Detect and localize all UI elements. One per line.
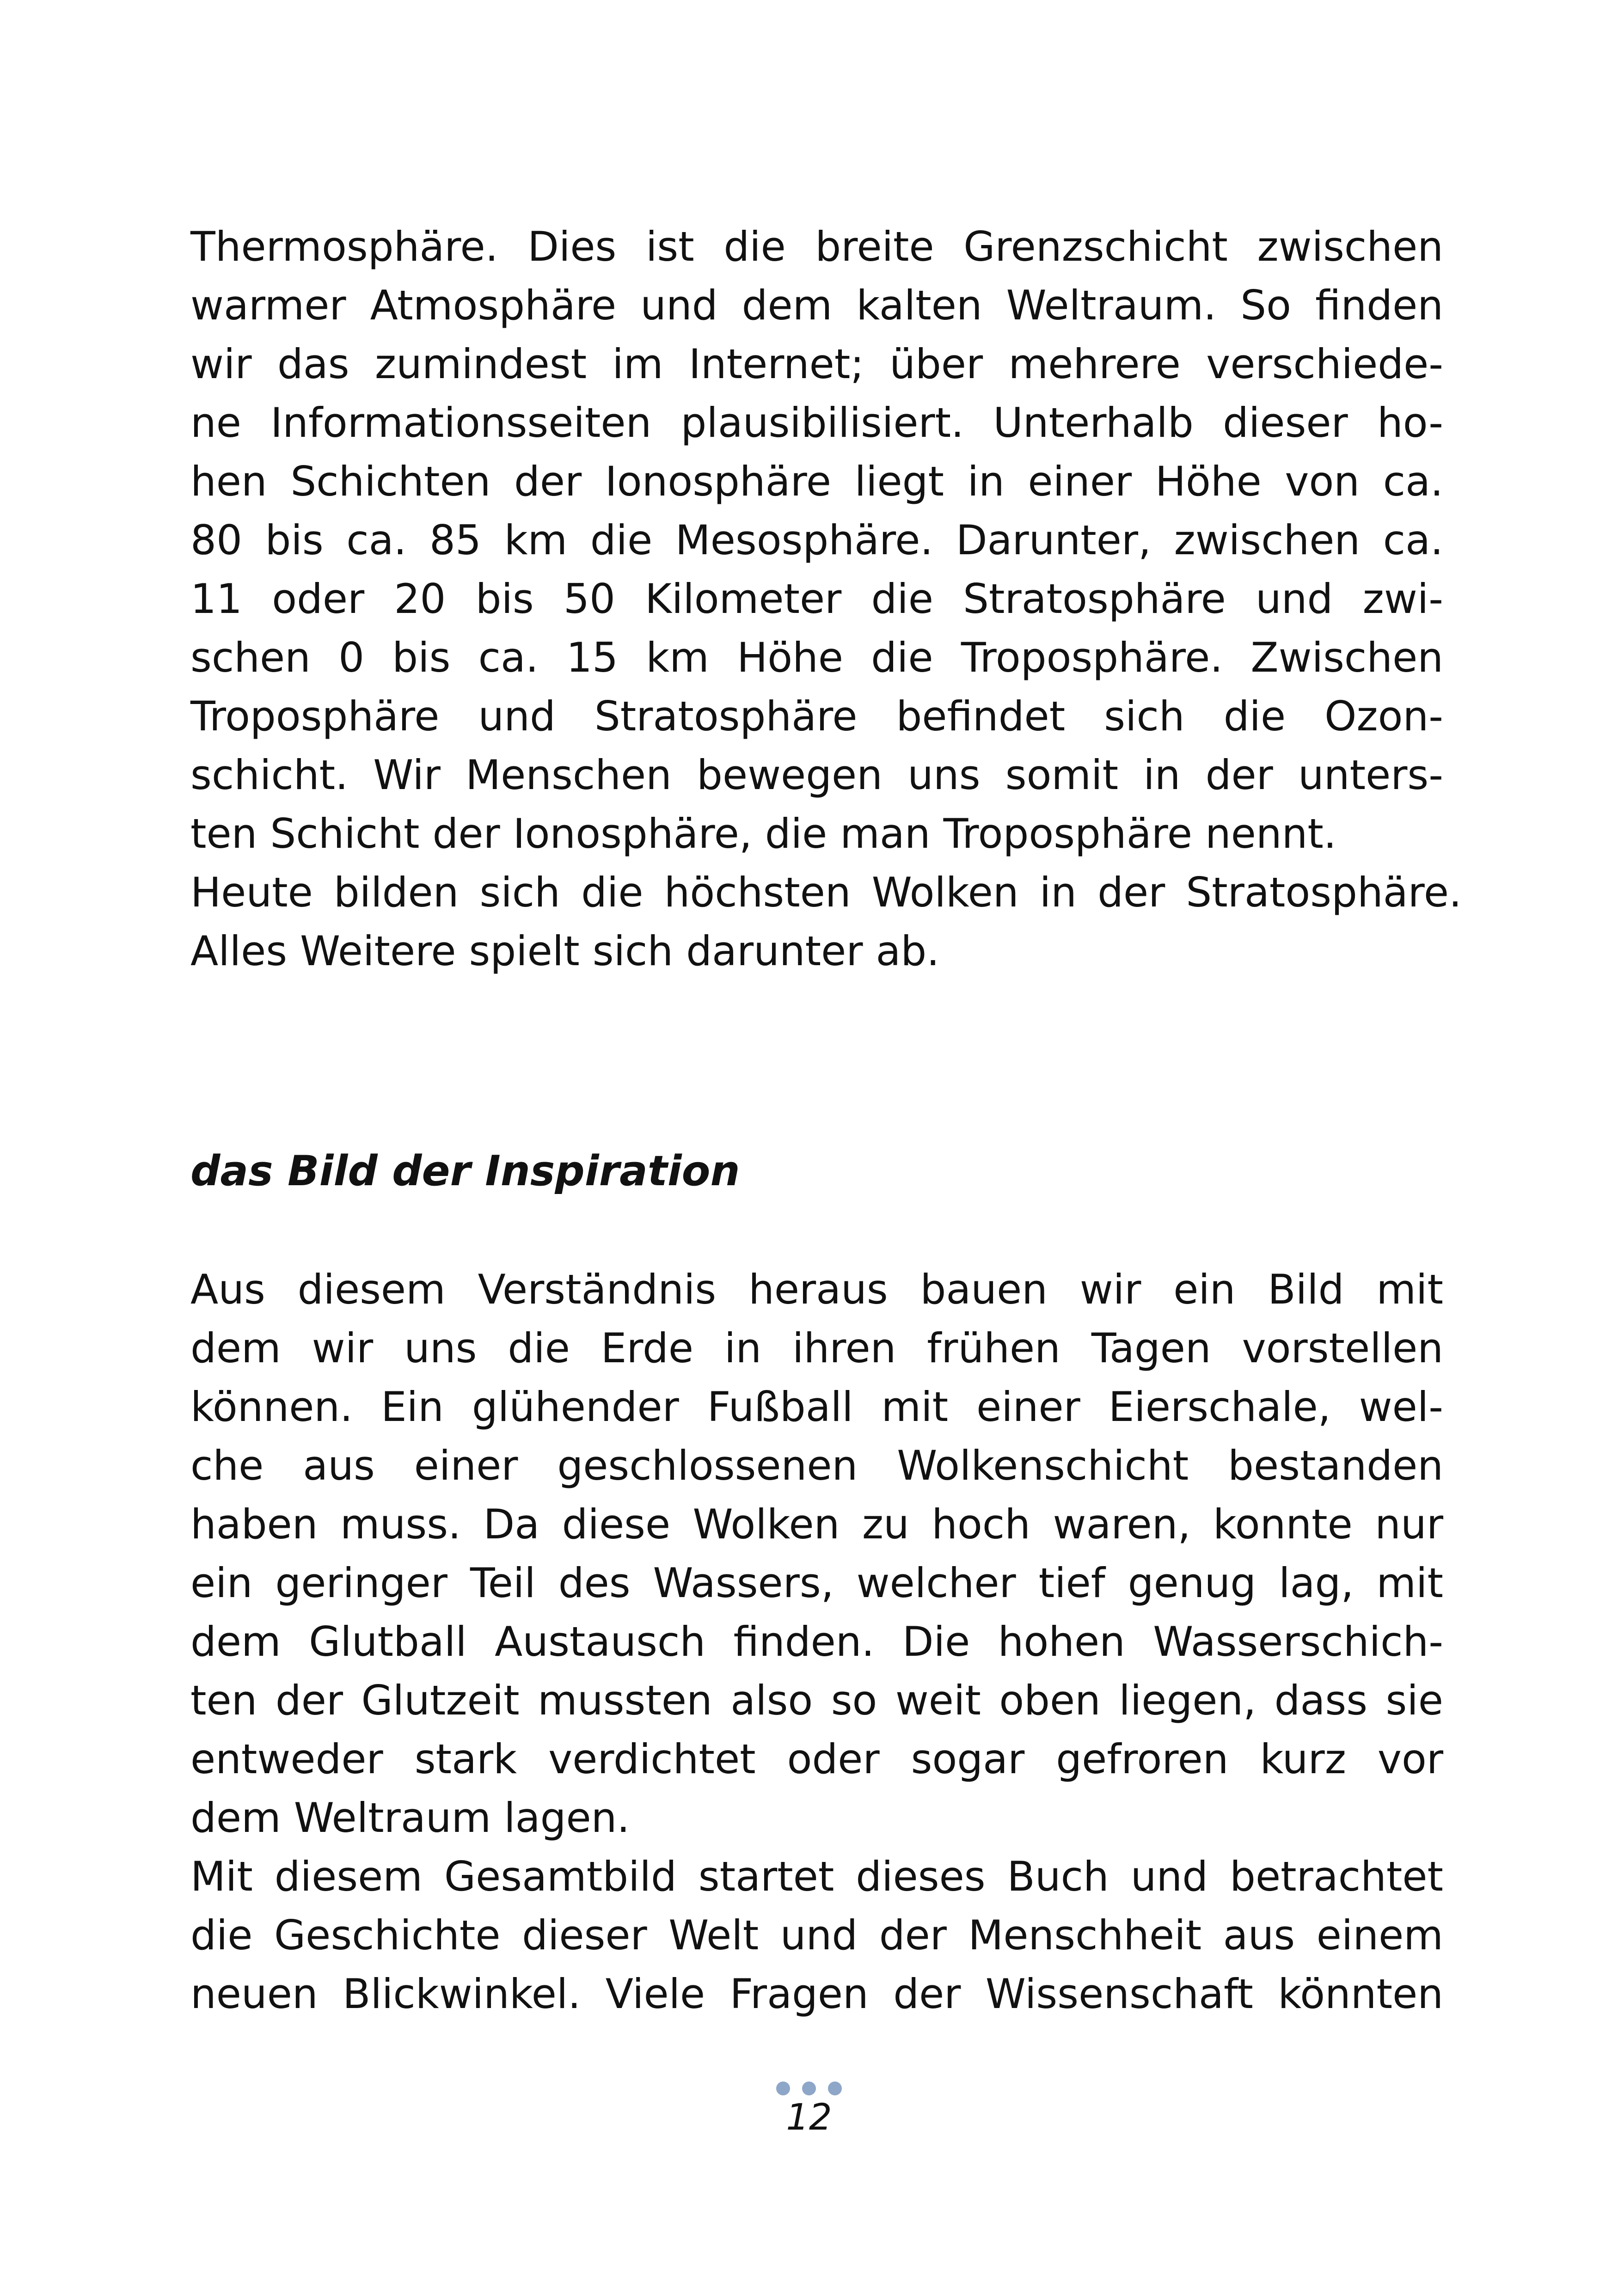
text-line: hen Schichten der Ionosphäre liegt in einer Höhe von ca. bbox=[190, 458, 1443, 505]
text-line: dem Glutball Austausch finden. Die hohen Wasserschich- bbox=[190, 1618, 1443, 1665]
text-line: Troposphäre und Stratosphäre befindet sich die Ozon- bbox=[190, 692, 1443, 740]
text-line: ten Schicht der Ionosphäre, die man Troposphäre nennt. bbox=[190, 810, 1336, 857]
text-line: entweder stark verdichtet oder sogar gefroren kurz vor bbox=[190, 1735, 1443, 1783]
paragraph-atmosphere-layers bbox=[190, 217, 1462, 980]
text-line: warmer Atmosphäre und dem kalten Weltraum. So finden bbox=[190, 282, 1443, 329]
text-line: 11 oder 20 bis 50 Kilometer die Stratosphäre und zwi- bbox=[190, 575, 1443, 623]
text-line: ein geringer Teil des Wassers, welcher tief genug lag, mit bbox=[190, 1559, 1443, 1607]
text-line: Alles Weitere spielt sich darunter ab. bbox=[190, 927, 940, 975]
page-footer bbox=[763, 2080, 855, 2138]
text-line: schicht. Wir Menschen bewegen uns somit in der unters- bbox=[190, 751, 1443, 799]
text-line: Aus diesem Verständnis heraus bauen wir ein Bild mit bbox=[190, 1266, 1443, 1313]
text-line: Mit diesem Gesamtbild startet dieses Buch und betrachtet bbox=[190, 1853, 1443, 1900]
section-heading: das Bild der Inspiration bbox=[190, 1147, 740, 1195]
ornament-dots bbox=[763, 2080, 855, 2097]
text-line: ne Informationsseiten plausibilisiert. Unterhalb dieser ho- bbox=[190, 399, 1443, 447]
text-line: dem Weltraum lagen. bbox=[190, 1794, 630, 1842]
ornament-dot bbox=[776, 2082, 790, 2095]
text-line: können. Ein glühender Fußball mit einer Eierschale, wel- bbox=[190, 1383, 1443, 1431]
text-line: haben muss. Da diese Wolken zu hoch waren, konnte nur bbox=[190, 1500, 1443, 1548]
ornament-dot bbox=[802, 2082, 816, 2095]
text-line: schen 0 bis ca. 15 km Höhe die Troposphäre. Zwischen bbox=[190, 634, 1443, 681]
text-line: die Geschichte dieser Welt und der Menschheit aus einem bbox=[190, 1911, 1443, 1959]
paragraph-image-of-inspiration bbox=[190, 1260, 1443, 2023]
text-line: 80 bis ca. 85 km die Mesosphäre. Darunter, zwischen ca. bbox=[190, 516, 1443, 564]
text-line: neuen Blickwinkel. Viele Fragen der Wissenschaft könnten bbox=[190, 1970, 1443, 2018]
text-line: ten der Glutzeit mussten also so weit oben liegen, dass sie bbox=[190, 1677, 1443, 1724]
text-line: Thermosphäre. Dies ist die breite Grenzschicht zwischen bbox=[190, 223, 1443, 270]
page-number: 12 bbox=[786, 2097, 832, 2138]
ornament-dot bbox=[828, 2082, 842, 2095]
text-line: dem wir uns die Erde in ihren frühen Tagen vorstellen bbox=[190, 1324, 1443, 1372]
text-line: Heute bilden sich die höchsten Wolken in der Stratosphäre. bbox=[190, 869, 1462, 916]
text-line: wir das zumindest im Internet; über mehrere verschiede- bbox=[190, 340, 1443, 388]
text-line: che aus einer geschlossenen Wolkenschicht bestanden bbox=[190, 1442, 1443, 1489]
